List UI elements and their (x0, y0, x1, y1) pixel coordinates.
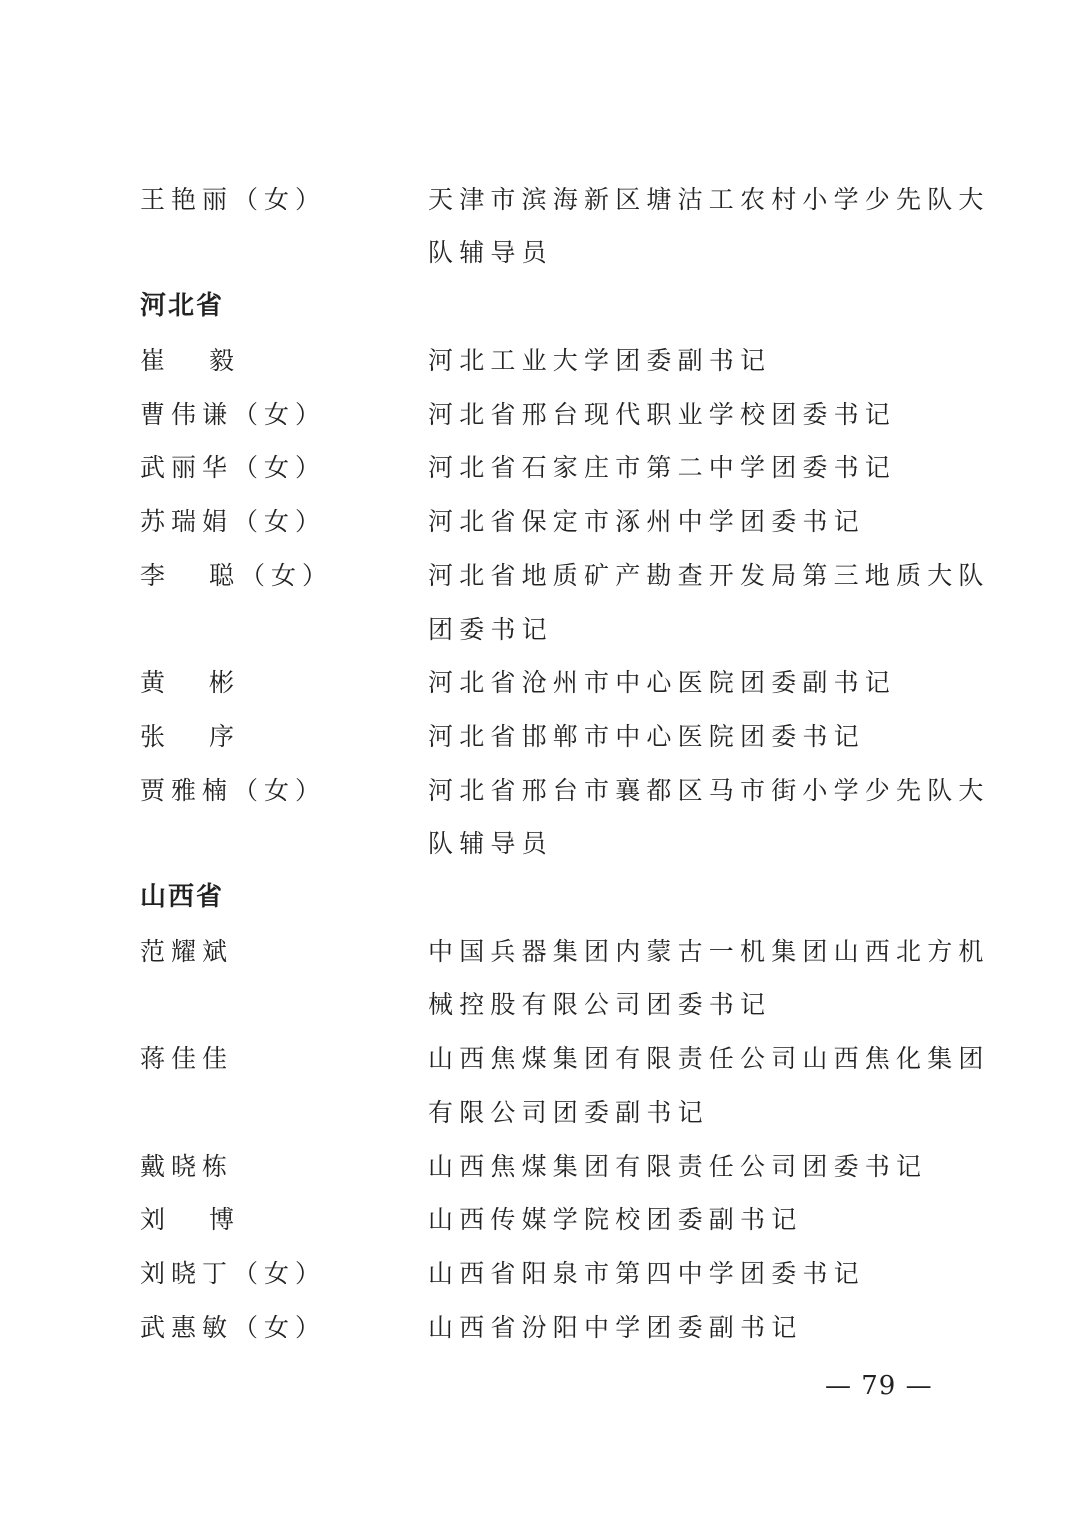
entry-row (0, 395, 1080, 449)
person-name: 崔 毅 (140, 346, 241, 375)
entry-row (0, 663, 1080, 717)
entry-row (0, 932, 1080, 986)
person-name: 戴晓栋 (140, 1152, 234, 1181)
organization: 河北省沧州市中心医院团委副书记 (428, 668, 897, 697)
entry-row (0, 1254, 1080, 1308)
person-name: 黄 彬 (140, 668, 241, 697)
organization: 河北省石家庄市第二中学团委书记 (428, 453, 897, 482)
organization: 河北省地质矿产勘查开发局第三地质大队 (428, 561, 990, 590)
entry-row (0, 1308, 1080, 1362)
organization-continued: 团委书记 (428, 615, 553, 644)
organization: 河北省保定市涿州中学团委书记 (428, 507, 865, 536)
entry-row (0, 448, 1080, 502)
organization: 河北省邢台现代职业学校团委书记 (428, 400, 897, 429)
entry-row (0, 1147, 1080, 1201)
organization: 河北工业大学团委副书记 (428, 346, 772, 375)
organization: 河北省邯郸市中心医院团委书记 (428, 722, 865, 751)
person-name: 蒋佳佳 (140, 1044, 234, 1073)
entry-row-continuation (0, 1093, 1080, 1147)
entry-row (0, 1039, 1080, 1093)
entry-row (0, 771, 1080, 825)
person-name: 苏瑞娟（女） (140, 507, 327, 536)
person-name: 张 序 (140, 722, 241, 751)
organization: 山西传媒学院校团委副书记 (428, 1205, 803, 1234)
organization: 山西焦煤集团有限责任公司团委书记 (428, 1152, 928, 1181)
person-name: 李 聪（女） (140, 561, 334, 590)
organization-continued: 队辅导员 (428, 238, 553, 267)
entry-row-continuation (0, 610, 1080, 664)
organization: 山西焦煤集团有限责任公司山西焦化集团 (428, 1044, 990, 1073)
province-heading-shanxi: 山西省 (140, 882, 225, 912)
person-name: 曹伟谦（女） (140, 400, 327, 429)
organization: 河北省邢台市襄都区马市街小学少先队大 (428, 776, 990, 805)
organization: 山西省汾阳中学团委副书记 (428, 1313, 803, 1342)
organization: 中国兵器集团内蒙古一机集团山西北方机 (428, 937, 990, 966)
entry-row (0, 1200, 1080, 1254)
entry-row (0, 717, 1080, 771)
person-name: 武惠敏（女） (140, 1313, 327, 1342)
organization-continued: 械控股有限公司团委书记 (428, 990, 772, 1019)
organization: 天津市滨海新区塘沽工农村小学少先队大 (428, 185, 990, 214)
entry-row (0, 502, 1080, 556)
entry-row-continuation (0, 985, 1080, 1039)
entry-row-continuation (0, 233, 1080, 287)
province-heading-hebei: 河北省 (140, 291, 225, 321)
entry-row-continuation (0, 824, 1080, 878)
person-name: 王艳丽（女） (140, 185, 327, 214)
person-name: 范耀斌 (140, 937, 234, 966)
page-number: — 79 — (825, 1371, 933, 1401)
entry-row (0, 341, 1080, 395)
person-name: 武丽华（女） (140, 453, 327, 482)
person-name: 贾雅楠（女） (140, 776, 327, 805)
organization-continued: 有限公司团委副书记 (428, 1098, 709, 1127)
entry-row (0, 556, 1080, 610)
person-name: 刘 博 (140, 1205, 241, 1234)
person-name: 刘晓丁（女） (140, 1259, 327, 1288)
organization: 山西省阳泉市第四中学团委书记 (428, 1259, 865, 1288)
organization-continued: 队辅导员 (428, 829, 553, 858)
entry-row (0, 180, 1080, 234)
